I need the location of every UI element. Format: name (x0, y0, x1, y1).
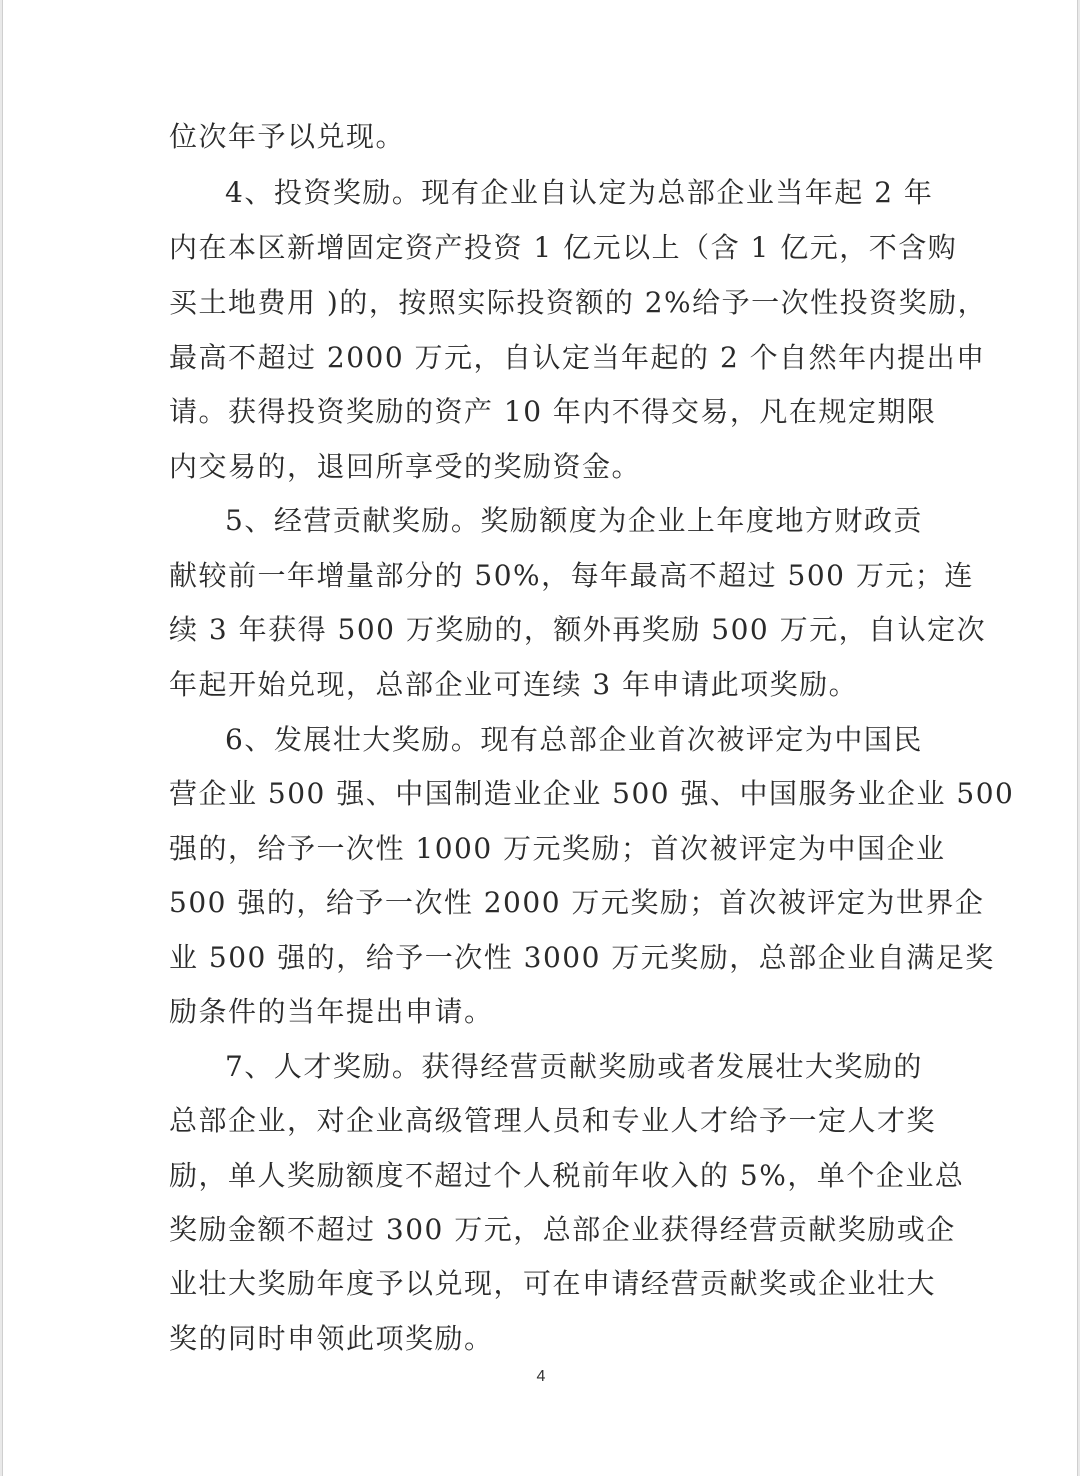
text-line: 献较前一年增量部分的 50%，每年最高不超过 500 万元；连 (169, 559, 974, 592)
page-number: 4 (536, 1368, 546, 1385)
text-line: 位次年予以兑现。 (169, 120, 406, 153)
text-line: 内在本区新增固定资产投资 1 亿元以上（含 1 亿元，不含购 (169, 231, 958, 264)
text-line: 500 强的，给予一次性 2000 万元奖励；首次被评定为世界企 (169, 886, 985, 919)
text-line: 请。获得投资奖励的资产 10 年内不得交易，凡在规定期限 (169, 395, 937, 428)
text-line: 励，单人奖励额度不超过个人税前年收入的 5%，单个企业总 (169, 1159, 965, 1192)
document-page (2, 0, 1078, 1476)
text-line: 强的，给予一次性 1000 万元奖励；首次被评定为中国企业 (169, 832, 946, 865)
text-line: 4、投资奖励。现有企业自认定为总部企业当年起 2 年 (225, 176, 934, 209)
text-line: 营企业 500 强、中国制造业企业 500 强、中国服务业企业 500 (169, 777, 1015, 810)
text-line: 内交易的，退回所享受的奖励资金。 (169, 450, 642, 483)
text-line: 7、人才奖励。获得经营贡献奖励或者发展壮大奖励的 (225, 1050, 923, 1083)
text-line: 6、发展壮大奖励。现有总部企业首次被评定为中国民 (225, 723, 923, 756)
text-line: 业 500 强的，给予一次性 3000 万元奖励，总部企业自满足奖 (169, 941, 995, 974)
text-line: 奖励金额不超过 300 万元，总部企业获得经营贡献奖励或企 (169, 1213, 956, 1246)
text-line: 买土地费用 )的，按照实际投资额的 2%给予一次性投资奖励， (169, 286, 988, 319)
text-line: 续 3 年获得 500 万奖励的，额外再奖励 500 万元，自认定次 (169, 613, 987, 646)
text-line: 年起开始兑现，总部企业可连续 3 年申请此项奖励。 (169, 668, 859, 701)
text-line: 奖的同时申领此项奖励。 (169, 1322, 494, 1355)
text-line: 5、经营贡献奖励。奖励额度为企业上年度地方财政贡 (225, 504, 923, 537)
text-line: 励条件的当年提出申请。 (169, 995, 494, 1028)
text-line: 最高不超过 2000 万元，自认定当年起的 2 个自然年内提出申 (169, 341, 986, 374)
text-line: 总部企业，对企业高级管理人员和专业人才给予一定人才奖 (169, 1104, 937, 1137)
text-line: 业壮大奖励年度予以兑现，可在申请经营贡献奖或企业壮大 (169, 1267, 937, 1300)
